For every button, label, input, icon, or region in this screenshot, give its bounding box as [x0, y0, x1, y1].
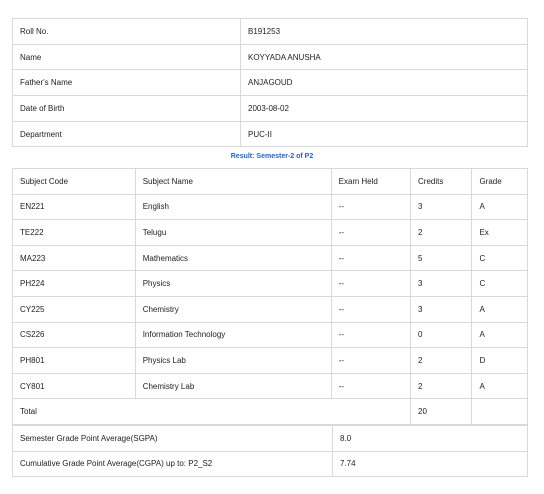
subject-name: Chemistry: [135, 296, 331, 322]
exam-held: --: [331, 245, 410, 271]
header-subject-code: Subject Code: [13, 169, 136, 195]
total-label: Total: [13, 399, 411, 425]
info-value: KOYYADA ANUSHA: [241, 44, 528, 70]
summary-table: [12, 425, 528, 477]
credits: 3: [411, 296, 472, 322]
subject-code: EN221: [13, 194, 136, 220]
student-info-table: [12, 18, 528, 147]
credits: 2: [411, 348, 472, 374]
grade: A: [472, 322, 528, 348]
subject-name: Chemistry Lab: [135, 373, 331, 399]
info-label: Father's Name: [13, 70, 241, 96]
info-label: Date of Birth: [13, 96, 241, 122]
subject-name: Physics Lab: [135, 348, 331, 374]
total-credits: 20: [411, 399, 472, 425]
subject-code: CY225: [13, 296, 136, 322]
table-row: [13, 348, 528, 374]
grade: A: [472, 296, 528, 322]
credits: 2: [411, 373, 472, 399]
subject-name: Information Technology: [135, 322, 331, 348]
info-label: Roll No.: [13, 19, 241, 45]
table-row: [13, 373, 528, 399]
info-value: 2003-08-02: [241, 96, 528, 122]
grade: C: [472, 245, 528, 271]
info-value: B191253: [241, 19, 528, 45]
subject-code: TE222: [13, 220, 136, 246]
credits: 2: [411, 220, 472, 246]
exam-held: --: [331, 194, 410, 220]
grade: D: [472, 348, 528, 374]
total-grade-empty: [472, 399, 528, 425]
cgpa-label: Cumulative Grade Point Average(CGPA) up to: P2_S2: [13, 451, 333, 477]
grade: A: [472, 194, 528, 220]
table-row: [13, 271, 528, 297]
table-row: [13, 245, 528, 271]
subject-name: English: [135, 194, 331, 220]
subject-name: Telugu: [135, 220, 331, 246]
table-row: [13, 194, 528, 220]
info-row-date-of-birth: [13, 96, 528, 122]
credits: 5: [411, 245, 472, 271]
credits: 0: [411, 322, 472, 348]
subject-name: Mathematics: [135, 245, 331, 271]
header-grade: Grade: [472, 169, 528, 195]
subject-code: PH224: [13, 271, 136, 297]
table-row: [13, 296, 528, 322]
grade: C: [472, 271, 528, 297]
info-value: ANJAGOUD: [241, 70, 528, 96]
exam-held: --: [331, 296, 410, 322]
subject-code: CS226: [13, 322, 136, 348]
cgpa-value: 7.74: [333, 451, 528, 477]
result-title: Result: Semester-2 of P2: [230, 153, 314, 160]
grades-table: [12, 168, 528, 425]
table-row: [13, 322, 528, 348]
subject-code: CY801: [13, 373, 136, 399]
sgpa-row: [13, 426, 528, 452]
total-row: [13, 399, 528, 425]
sgpa-value: 8.0: [333, 426, 528, 452]
info-row-name: [13, 44, 528, 70]
subject-code: PH801: [13, 348, 136, 374]
grade: A: [472, 373, 528, 399]
exam-held: --: [331, 348, 410, 374]
credits: 3: [411, 194, 472, 220]
header-subject-name: Subject Name: [135, 169, 331, 195]
header-exam-held: Exam Held: [331, 169, 410, 195]
credits: 3: [411, 271, 472, 297]
exam-held: --: [331, 322, 410, 348]
subject-name: Physics: [135, 271, 331, 297]
grade: Ex: [472, 220, 528, 246]
sgpa-label: Semester Grade Point Average(SGPA): [13, 426, 333, 452]
info-row-roll-no: [13, 19, 528, 45]
info-row-fathers-name: [13, 70, 528, 96]
info-label: Department: [13, 121, 241, 147]
exam-held: --: [331, 271, 410, 297]
header-credits: Credits: [411, 169, 472, 195]
info-value: PUC-II: [241, 121, 528, 147]
exam-held: --: [331, 220, 410, 246]
info-label: Name: [13, 44, 241, 70]
cgpa-row: [13, 451, 528, 477]
table-row: [13, 220, 528, 246]
exam-held: --: [331, 373, 410, 399]
info-row-department: [13, 121, 528, 147]
subject-code: MA223: [13, 245, 136, 271]
grades-header-row: [13, 169, 528, 195]
